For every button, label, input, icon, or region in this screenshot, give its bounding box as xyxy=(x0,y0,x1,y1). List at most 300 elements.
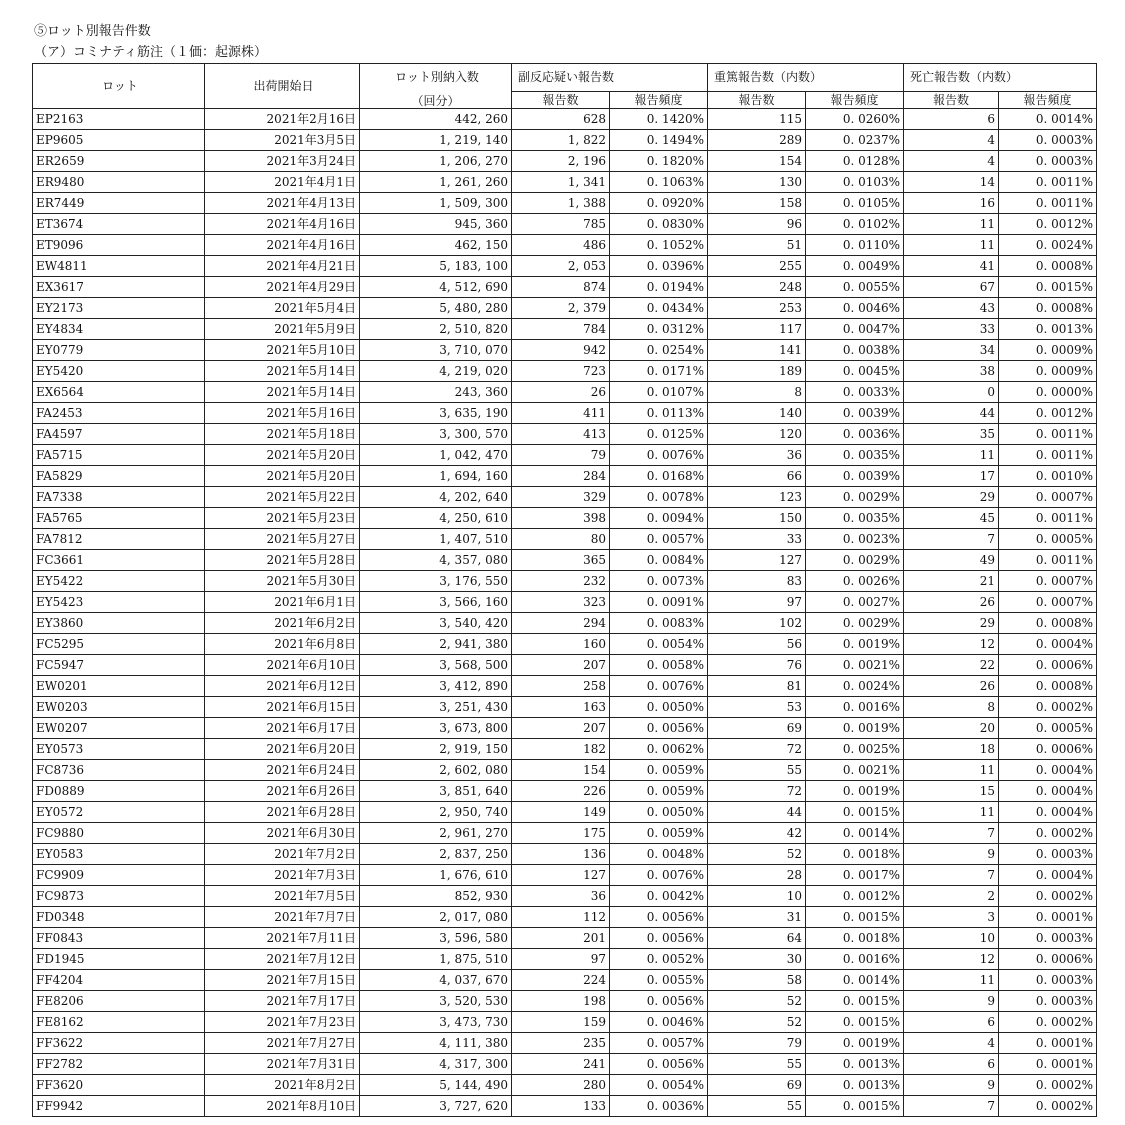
table-row xyxy=(33,907,1097,928)
ship-date-cell: 2021年5月23日 xyxy=(205,508,360,529)
ship-date-cell: 2021年4月1日 xyxy=(205,172,360,193)
adverse-count-cell: 160 xyxy=(512,634,610,655)
adverse-count-cell: 2, 196 xyxy=(512,151,610,172)
adverse-freq-cell: 0. 0054% xyxy=(610,1075,708,1096)
adverse-count-cell: 294 xyxy=(512,613,610,634)
delivered-cell: 1, 206, 270 xyxy=(360,151,512,172)
lot-cell: FE8162 xyxy=(33,1012,205,1033)
serious-count-cell: 150 xyxy=(708,508,806,529)
delivered-cell: 3, 300, 570 xyxy=(360,424,512,445)
table-row xyxy=(33,571,1097,592)
ship-date-cell: 2021年6月1日 xyxy=(205,592,360,613)
death-count-cell: 43 xyxy=(904,298,999,319)
delivered-cell: 3, 473, 730 xyxy=(360,1012,512,1033)
ship-date-cell: 2021年7月31日 xyxy=(205,1054,360,1075)
serious-count-cell: 255 xyxy=(708,256,806,277)
serious-freq-cell: 0. 0105% xyxy=(806,193,904,214)
ship-date-cell: 2021年7月27日 xyxy=(205,1033,360,1054)
ship-date-cell: 2021年4月16日 xyxy=(205,214,360,235)
lot-cell: EY2173 xyxy=(33,298,205,319)
death-count-cell: 45 xyxy=(904,508,999,529)
death-count-cell: 9 xyxy=(904,844,999,865)
table-row xyxy=(33,298,1097,319)
death-freq-cell: 0. 0002% xyxy=(999,1012,1097,1033)
adverse-freq-cell: 0. 0062% xyxy=(610,739,708,760)
death-freq-cell: 0. 0024% xyxy=(999,235,1097,256)
adverse-count-cell: 241 xyxy=(512,1054,610,1075)
serious-freq-cell: 0. 0018% xyxy=(806,928,904,949)
adverse-count-cell: 133 xyxy=(512,1096,610,1117)
serious-freq-cell: 0. 0035% xyxy=(806,508,904,529)
delivered-cell: 3, 251, 430 xyxy=(360,697,512,718)
lot-cell: EP2163 xyxy=(33,109,205,130)
death-count-cell: 10 xyxy=(904,928,999,949)
adverse-freq-cell: 0. 0076% xyxy=(610,865,708,886)
table-row xyxy=(33,1012,1097,1033)
table-row xyxy=(33,487,1097,508)
adverse-count-cell: 149 xyxy=(512,802,610,823)
serious-freq-cell: 0. 0055% xyxy=(806,277,904,298)
death-freq-cell: 0. 0002% xyxy=(999,823,1097,844)
serious-count-cell: 120 xyxy=(708,424,806,445)
lot-cell: FA5765 xyxy=(33,508,205,529)
delivered-cell: 4, 512, 690 xyxy=(360,277,512,298)
ship-date-cell: 2021年5月14日 xyxy=(205,361,360,382)
ship-date-cell: 2021年5月20日 xyxy=(205,466,360,487)
lot-cell: FC3661 xyxy=(33,550,205,571)
adverse-freq-cell: 0. 0113% xyxy=(610,403,708,424)
serious-count-cell: 55 xyxy=(708,1054,806,1075)
lot-cell: FC5295 xyxy=(33,634,205,655)
adverse-count-cell: 628 xyxy=(512,109,610,130)
ship-date-cell: 2021年5月9日 xyxy=(205,319,360,340)
ship-date-cell: 2021年5月28日 xyxy=(205,550,360,571)
death-count-cell: 12 xyxy=(904,634,999,655)
delivered-cell: 1, 219, 140 xyxy=(360,130,512,151)
adverse-count-cell: 2, 053 xyxy=(512,256,610,277)
delivered-cell: 2, 837, 250 xyxy=(360,844,512,865)
adverse-freq-cell: 0. 0078% xyxy=(610,487,708,508)
death-count-cell: 9 xyxy=(904,1075,999,1096)
delivered-cell: 5, 183, 100 xyxy=(360,256,512,277)
table-row xyxy=(33,802,1097,823)
serious-count-cell: 52 xyxy=(708,1012,806,1033)
adverse-freq-cell: 0. 0194% xyxy=(610,277,708,298)
table-row xyxy=(33,193,1097,214)
col-header-death: 死亡報告数（内数） xyxy=(904,64,1097,92)
adverse-freq-cell: 0. 0058% xyxy=(610,655,708,676)
table-row xyxy=(33,319,1097,340)
death-freq-cell: 0. 0006% xyxy=(999,655,1097,676)
adverse-freq-cell: 0. 0042% xyxy=(610,886,708,907)
serious-count-cell: 55 xyxy=(708,1096,806,1117)
serious-count-cell: 81 xyxy=(708,676,806,697)
adverse-freq-cell: 0. 0050% xyxy=(610,802,708,823)
serious-freq-cell: 0. 0013% xyxy=(806,1075,904,1096)
death-count-cell: 7 xyxy=(904,529,999,550)
death-freq-cell: 0. 0003% xyxy=(999,991,1097,1012)
death-count-cell: 7 xyxy=(904,823,999,844)
delivered-cell: 5, 480, 280 xyxy=(360,298,512,319)
death-freq-cell: 0. 0014% xyxy=(999,109,1097,130)
death-freq-cell: 0. 0007% xyxy=(999,487,1097,508)
death-count-cell: 11 xyxy=(904,214,999,235)
ship-date-cell: 2021年3月24日 xyxy=(205,151,360,172)
lot-cell: FA2453 xyxy=(33,403,205,424)
ship-date-cell: 2021年5月18日 xyxy=(205,424,360,445)
adverse-freq-cell: 0. 0076% xyxy=(610,445,708,466)
death-freq-cell: 0. 0005% xyxy=(999,529,1097,550)
serious-freq-cell: 0. 0026% xyxy=(806,571,904,592)
serious-freq-cell: 0. 0019% xyxy=(806,1033,904,1054)
adverse-count-cell: 784 xyxy=(512,319,610,340)
serious-freq-cell: 0. 0013% xyxy=(806,1054,904,1075)
serious-count-cell: 10 xyxy=(708,886,806,907)
death-count-cell: 9 xyxy=(904,991,999,1012)
lot-cell: EY4834 xyxy=(33,319,205,340)
adverse-count-cell: 280 xyxy=(512,1075,610,1096)
death-count-cell: 2 xyxy=(904,886,999,907)
adverse-freq-cell: 0. 0057% xyxy=(610,1033,708,1054)
death-count-cell: 35 xyxy=(904,424,999,445)
adverse-freq-cell: 0. 0396% xyxy=(610,256,708,277)
table-row xyxy=(33,109,1097,130)
delivered-cell: 5, 144, 490 xyxy=(360,1075,512,1096)
delivered-cell: 3, 520, 530 xyxy=(360,991,512,1012)
adverse-count-cell: 159 xyxy=(512,1012,610,1033)
table-row xyxy=(33,655,1097,676)
ship-date-cell: 2021年6月30日 xyxy=(205,823,360,844)
adverse-freq-cell: 0. 0920% xyxy=(610,193,708,214)
adverse-freq-cell: 0. 0125% xyxy=(610,424,708,445)
serious-count-cell: 248 xyxy=(708,277,806,298)
lot-cell: FA7338 xyxy=(33,487,205,508)
death-count-cell: 6 xyxy=(904,109,999,130)
delivered-cell: 3, 851, 640 xyxy=(360,781,512,802)
adverse-freq-cell: 0. 0046% xyxy=(610,1012,708,1033)
table-row xyxy=(33,382,1097,403)
sub-header-freq: 報告頻度 xyxy=(999,92,1097,109)
serious-count-cell: 30 xyxy=(708,949,806,970)
lot-cell: EY5423 xyxy=(33,592,205,613)
table-row xyxy=(33,172,1097,193)
adverse-count-cell: 112 xyxy=(512,907,610,928)
ship-date-cell: 2021年5月20日 xyxy=(205,445,360,466)
ship-date-cell: 2021年8月2日 xyxy=(205,1075,360,1096)
table-row xyxy=(33,949,1097,970)
ship-date-cell: 2021年7月3日 xyxy=(205,865,360,886)
lot-cell: FD0889 xyxy=(33,781,205,802)
death-count-cell: 44 xyxy=(904,403,999,424)
adverse-freq-cell: 0. 1063% xyxy=(610,172,708,193)
table-row xyxy=(33,1033,1097,1054)
col-header-ship-start: 出荷開始日 xyxy=(205,64,360,109)
ship-date-cell: 2021年5月22日 xyxy=(205,487,360,508)
col-header-adverse: 副反応疑い報告数 xyxy=(512,64,708,92)
adverse-count-cell: 398 xyxy=(512,508,610,529)
serious-freq-cell: 0. 0015% xyxy=(806,907,904,928)
death-count-cell: 7 xyxy=(904,865,999,886)
ship-date-cell: 2021年6月28日 xyxy=(205,802,360,823)
serious-count-cell: 127 xyxy=(708,550,806,571)
death-freq-cell: 0. 0003% xyxy=(999,970,1097,991)
death-count-cell: 11 xyxy=(904,445,999,466)
delivered-cell: 1, 407, 510 xyxy=(360,529,512,550)
ship-date-cell: 2021年6月17日 xyxy=(205,718,360,739)
table-row xyxy=(33,277,1097,298)
death-freq-cell: 0. 0008% xyxy=(999,256,1097,277)
death-count-cell: 15 xyxy=(904,781,999,802)
ship-date-cell: 2021年7月12日 xyxy=(205,949,360,970)
table-row xyxy=(33,424,1097,445)
death-freq-cell: 0. 0011% xyxy=(999,508,1097,529)
adverse-count-cell: 36 xyxy=(512,886,610,907)
lot-cell: FD1945 xyxy=(33,949,205,970)
table-row xyxy=(33,970,1097,991)
serious-freq-cell: 0. 0015% xyxy=(806,802,904,823)
ship-date-cell: 2021年7月15日 xyxy=(205,970,360,991)
delivered-cell: 2, 602, 080 xyxy=(360,760,512,781)
delivered-cell: 3, 412, 890 xyxy=(360,676,512,697)
delivered-cell: 4, 037, 670 xyxy=(360,970,512,991)
table-row xyxy=(33,256,1097,277)
serious-freq-cell: 0. 0029% xyxy=(806,613,904,634)
adverse-freq-cell: 0. 0830% xyxy=(610,214,708,235)
serious-freq-cell: 0. 0102% xyxy=(806,214,904,235)
death-freq-cell: 0. 0006% xyxy=(999,949,1097,970)
lot-cell: EY3860 xyxy=(33,613,205,634)
delivered-cell: 1, 261, 260 xyxy=(360,172,512,193)
lot-cell: FA7812 xyxy=(33,529,205,550)
ship-date-cell: 2021年7月5日 xyxy=(205,886,360,907)
serious-freq-cell: 0. 0128% xyxy=(806,151,904,172)
adverse-count-cell: 136 xyxy=(512,844,610,865)
adverse-count-cell: 26 xyxy=(512,382,610,403)
adverse-freq-cell: 0. 0073% xyxy=(610,571,708,592)
death-freq-cell: 0. 0011% xyxy=(999,550,1097,571)
lot-cell: ER9480 xyxy=(33,172,205,193)
delivered-cell: 2, 510, 820 xyxy=(360,319,512,340)
table-row xyxy=(33,403,1097,424)
table-row xyxy=(33,1075,1097,1096)
serious-count-cell: 58 xyxy=(708,970,806,991)
ship-date-cell: 2021年4月21日 xyxy=(205,256,360,277)
lot-cell: ET9096 xyxy=(33,235,205,256)
serious-count-cell: 52 xyxy=(708,844,806,865)
serious-freq-cell: 0. 0017% xyxy=(806,865,904,886)
delivered-label: ロット別納入数 xyxy=(395,70,479,84)
delivered-cell: 4, 202, 640 xyxy=(360,487,512,508)
serious-count-cell: 189 xyxy=(708,361,806,382)
death-freq-cell: 0. 0009% xyxy=(999,340,1097,361)
serious-count-cell: 66 xyxy=(708,466,806,487)
header-row-top xyxy=(33,64,1097,92)
adverse-freq-cell: 0. 1820% xyxy=(610,151,708,172)
serious-freq-cell: 0. 0260% xyxy=(806,109,904,130)
serious-count-cell: 55 xyxy=(708,760,806,781)
serious-freq-cell: 0. 0023% xyxy=(806,529,904,550)
adverse-freq-cell: 0. 0056% xyxy=(610,991,708,1012)
death-freq-cell: 0. 0011% xyxy=(999,424,1097,445)
serious-freq-cell: 0. 0025% xyxy=(806,739,904,760)
death-count-cell: 4 xyxy=(904,1033,999,1054)
death-freq-cell: 0. 0002% xyxy=(999,697,1097,718)
adverse-freq-cell: 0. 0048% xyxy=(610,844,708,865)
col-header-lot: ロット xyxy=(33,64,205,109)
serious-count-cell: 72 xyxy=(708,739,806,760)
death-count-cell: 11 xyxy=(904,802,999,823)
adverse-count-cell: 1, 822 xyxy=(512,130,610,151)
lot-cell: FF4204 xyxy=(33,970,205,991)
ship-date-cell: 2021年6月24日 xyxy=(205,760,360,781)
death-freq-cell: 0. 0013% xyxy=(999,319,1097,340)
death-count-cell: 34 xyxy=(904,340,999,361)
adverse-count-cell: 207 xyxy=(512,718,610,739)
lot-cell: ER2659 xyxy=(33,151,205,172)
ship-date-cell: 2021年7月11日 xyxy=(205,928,360,949)
death-count-cell: 38 xyxy=(904,361,999,382)
adverse-freq-cell: 0. 0056% xyxy=(610,718,708,739)
serious-count-cell: 102 xyxy=(708,613,806,634)
table-row xyxy=(33,1054,1097,1075)
sub-header-count: 報告数 xyxy=(708,92,806,109)
lot-cell: EP9605 xyxy=(33,130,205,151)
serious-count-cell: 96 xyxy=(708,214,806,235)
lot-cell: EX6564 xyxy=(33,382,205,403)
ship-date-cell: 2021年4月16日 xyxy=(205,235,360,256)
adverse-count-cell: 1, 341 xyxy=(512,172,610,193)
delivered-cell: 3, 566, 160 xyxy=(360,592,512,613)
table-row xyxy=(33,739,1097,760)
death-freq-cell: 0. 0002% xyxy=(999,886,1097,907)
death-freq-cell: 0. 0007% xyxy=(999,571,1097,592)
adverse-freq-cell: 0. 0055% xyxy=(610,970,708,991)
death-freq-cell: 0. 0008% xyxy=(999,613,1097,634)
delivered-cell: 1, 676, 610 xyxy=(360,865,512,886)
death-freq-cell: 0. 0001% xyxy=(999,1054,1097,1075)
table-row xyxy=(33,592,1097,613)
death-freq-cell: 0. 0003% xyxy=(999,844,1097,865)
lot-cell: EY0572 xyxy=(33,802,205,823)
serious-count-cell: 8 xyxy=(708,382,806,403)
table-row xyxy=(33,550,1097,571)
serious-count-cell: 52 xyxy=(708,991,806,1012)
lot-cell: FD0348 xyxy=(33,907,205,928)
serious-freq-cell: 0. 0103% xyxy=(806,172,904,193)
adverse-freq-cell: 0. 0056% xyxy=(610,928,708,949)
adverse-freq-cell: 0. 0107% xyxy=(610,382,708,403)
adverse-count-cell: 127 xyxy=(512,865,610,886)
delivered-cell: 4, 250, 610 xyxy=(360,508,512,529)
death-freq-cell: 0. 0007% xyxy=(999,592,1097,613)
delivered-cell: 2, 941, 380 xyxy=(360,634,512,655)
serious-freq-cell: 0. 0016% xyxy=(806,697,904,718)
serious-count-cell: 28 xyxy=(708,865,806,886)
serious-freq-cell: 0. 0237% xyxy=(806,130,904,151)
table-row xyxy=(33,781,1097,802)
delivered-cell: 4, 111, 380 xyxy=(360,1033,512,1054)
delivered-cell: 2, 919, 150 xyxy=(360,739,512,760)
adverse-count-cell: 201 xyxy=(512,928,610,949)
ship-date-cell: 2021年2月16日 xyxy=(205,109,360,130)
serious-freq-cell: 0. 0014% xyxy=(806,970,904,991)
death-freq-cell: 0. 0008% xyxy=(999,676,1097,697)
adverse-count-cell: 723 xyxy=(512,361,610,382)
serious-freq-cell: 0. 0015% xyxy=(806,991,904,1012)
adverse-count-cell: 258 xyxy=(512,676,610,697)
serious-count-cell: 76 xyxy=(708,655,806,676)
serious-count-cell: 115 xyxy=(708,109,806,130)
death-count-cell: 16 xyxy=(904,193,999,214)
serious-freq-cell: 0. 0110% xyxy=(806,235,904,256)
lot-cell: FE8206 xyxy=(33,991,205,1012)
col-header-serious: 重篤報告数（内数） xyxy=(708,64,904,92)
serious-freq-cell: 0. 0019% xyxy=(806,781,904,802)
adverse-freq-cell: 0. 1494% xyxy=(610,130,708,151)
section-title: ⑤ロット別報告件数 xyxy=(34,24,151,39)
delivered-cell: 3, 540, 420 xyxy=(360,613,512,634)
serious-count-cell: 141 xyxy=(708,340,806,361)
ship-date-cell: 2021年7月17日 xyxy=(205,991,360,1012)
death-freq-cell: 0. 0012% xyxy=(999,214,1097,235)
serious-count-cell: 56 xyxy=(708,634,806,655)
table-row xyxy=(33,466,1097,487)
delivered-cell: 3, 176, 550 xyxy=(360,571,512,592)
serious-freq-cell: 0. 0045% xyxy=(806,361,904,382)
table-row xyxy=(33,235,1097,256)
serious-count-cell: 44 xyxy=(708,802,806,823)
serious-freq-cell: 0. 0016% xyxy=(806,949,904,970)
serious-count-cell: 72 xyxy=(708,781,806,802)
table-row xyxy=(33,151,1097,172)
serious-freq-cell: 0. 0019% xyxy=(806,634,904,655)
ship-date-cell: 2021年6月12日 xyxy=(205,676,360,697)
delivered-cell: 4, 219, 020 xyxy=(360,361,512,382)
adverse-freq-cell: 0. 0057% xyxy=(610,529,708,550)
serious-freq-cell: 0. 0019% xyxy=(806,718,904,739)
adverse-freq-cell: 0. 0083% xyxy=(610,613,708,634)
adverse-freq-cell: 0. 0168% xyxy=(610,466,708,487)
serious-count-cell: 36 xyxy=(708,445,806,466)
adverse-count-cell: 874 xyxy=(512,277,610,298)
ship-date-cell: 2021年5月30日 xyxy=(205,571,360,592)
delivered-cell: 3, 727, 620 xyxy=(360,1096,512,1117)
table-row xyxy=(33,697,1097,718)
lot-cell: ET3674 xyxy=(33,214,205,235)
serious-count-cell: 31 xyxy=(708,907,806,928)
death-count-cell: 6 xyxy=(904,1054,999,1075)
death-freq-cell: 0. 0004% xyxy=(999,802,1097,823)
death-count-cell: 11 xyxy=(904,760,999,781)
serious-freq-cell: 0. 0018% xyxy=(806,844,904,865)
death-freq-cell: 0. 0010% xyxy=(999,466,1097,487)
serious-count-cell: 42 xyxy=(708,823,806,844)
serious-count-cell: 83 xyxy=(708,571,806,592)
table-row xyxy=(33,718,1097,739)
adverse-count-cell: 224 xyxy=(512,970,610,991)
adverse-freq-cell: 0. 0094% xyxy=(610,508,708,529)
serious-freq-cell: 0. 0029% xyxy=(806,487,904,508)
death-freq-cell: 0. 0004% xyxy=(999,865,1097,886)
delivered-cell: 243, 360 xyxy=(360,382,512,403)
adverse-freq-cell: 0. 0312% xyxy=(610,319,708,340)
ship-date-cell: 2021年7月7日 xyxy=(205,907,360,928)
lot-cell: EY5420 xyxy=(33,361,205,382)
delivered-unit: （回分） xyxy=(411,94,460,108)
serious-count-cell: 123 xyxy=(708,487,806,508)
lot-cell: FA5829 xyxy=(33,466,205,487)
table-row xyxy=(33,529,1097,550)
